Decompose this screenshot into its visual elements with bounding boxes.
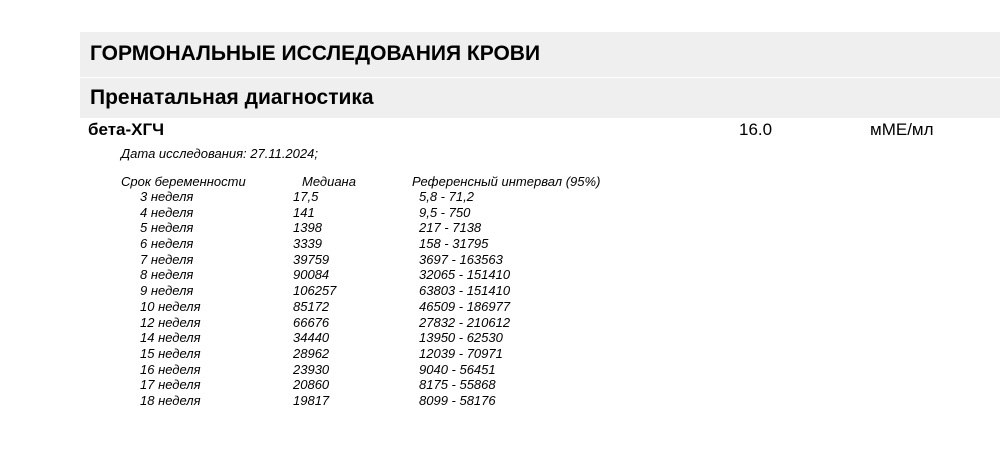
range-cell: 13950 - 62530 xyxy=(419,330,503,346)
range-cell: 9040 - 56451 xyxy=(419,361,496,377)
week-cell: 7 неделя xyxy=(140,251,194,267)
table-row xyxy=(0,362,1000,378)
week-cell: 6 неделя xyxy=(140,236,194,252)
range-cell: 32065 - 151410 xyxy=(419,267,511,283)
week-cell: 9 неделя xyxy=(140,283,194,299)
week-cell: 4 неделя xyxy=(140,204,194,220)
range-cell: 12039 - 70971 xyxy=(419,345,503,361)
subsection-title: Пренатальная диагностика xyxy=(90,86,374,109)
study-date-note: Дата исследования: 27.11.2024; xyxy=(121,146,318,161)
column-header-range: Референсный интервал (95%) xyxy=(412,174,601,189)
range-cell: 217 - 7138 xyxy=(419,220,482,236)
median-cell: 17,5 xyxy=(293,189,319,204)
table-row xyxy=(0,299,1000,315)
reference-table xyxy=(0,189,1000,409)
week-cell: 12 неделя xyxy=(140,314,201,330)
range-cell: 8099 - 58176 xyxy=(419,392,496,408)
week-cell: 14 неделя xyxy=(140,330,201,346)
table-row xyxy=(0,267,1000,283)
median-cell: 106257 xyxy=(293,283,337,299)
table-row xyxy=(0,252,1000,268)
table-row xyxy=(0,236,1000,252)
table-row xyxy=(0,393,1000,409)
median-cell: 90084 xyxy=(293,267,330,283)
test-result-value: 16.0 xyxy=(739,120,773,139)
table-row xyxy=(0,205,1000,221)
median-cell: 39759 xyxy=(293,251,330,267)
test-name: бета-ХГЧ xyxy=(88,120,165,139)
week-cell: 5 неделя xyxy=(140,220,194,236)
median-cell: 28962 xyxy=(293,345,330,361)
range-cell: 9,5 - 750 xyxy=(419,204,471,220)
table-row xyxy=(0,315,1000,331)
median-cell: 141 xyxy=(293,204,315,220)
table-row xyxy=(0,220,1000,236)
median-cell: 85172 xyxy=(293,298,330,314)
test-unit: мМЕ/мл xyxy=(870,120,934,139)
median-cell: 20860 xyxy=(293,377,330,393)
range-cell: 63803 - 151410 xyxy=(419,283,511,299)
table-row xyxy=(0,189,1000,205)
week-cell: 17 неделя xyxy=(140,377,201,393)
table-row xyxy=(0,346,1000,362)
median-cell: 23930 xyxy=(293,361,330,377)
week-cell: 8 неделя xyxy=(140,267,194,283)
range-cell: 27832 - 210612 xyxy=(419,314,511,330)
week-cell: 10 неделя xyxy=(140,298,201,314)
section-title: ГОРМОНАЛЬНЫЕ ИССЛЕДОВАНИЯ КРОВИ xyxy=(90,42,541,65)
week-cell: 18 неделя xyxy=(140,392,201,408)
range-cell: 8175 - 55868 xyxy=(419,377,496,393)
median-cell: 19817 xyxy=(293,392,330,408)
column-header-median: Медиана xyxy=(302,174,356,189)
week-cell: 15 неделя xyxy=(140,345,201,361)
median-cell: 1398 xyxy=(293,220,322,236)
week-cell: 16 неделя xyxy=(140,361,201,377)
week-cell: 3 неделя xyxy=(140,189,194,204)
table-row xyxy=(0,330,1000,346)
range-cell: 3697 - 163563 xyxy=(419,251,503,267)
column-header-week: Срок беременности xyxy=(121,174,246,189)
median-cell: 3339 xyxy=(293,236,322,252)
table-row xyxy=(0,283,1000,299)
table-row xyxy=(0,377,1000,393)
median-cell: 66676 xyxy=(293,314,330,330)
range-cell: 46509 - 186977 xyxy=(419,298,511,314)
median-cell: 34440 xyxy=(293,330,330,346)
range-cell: 5,8 - 71,2 xyxy=(419,189,474,204)
range-cell: 158 - 31795 xyxy=(419,236,489,252)
